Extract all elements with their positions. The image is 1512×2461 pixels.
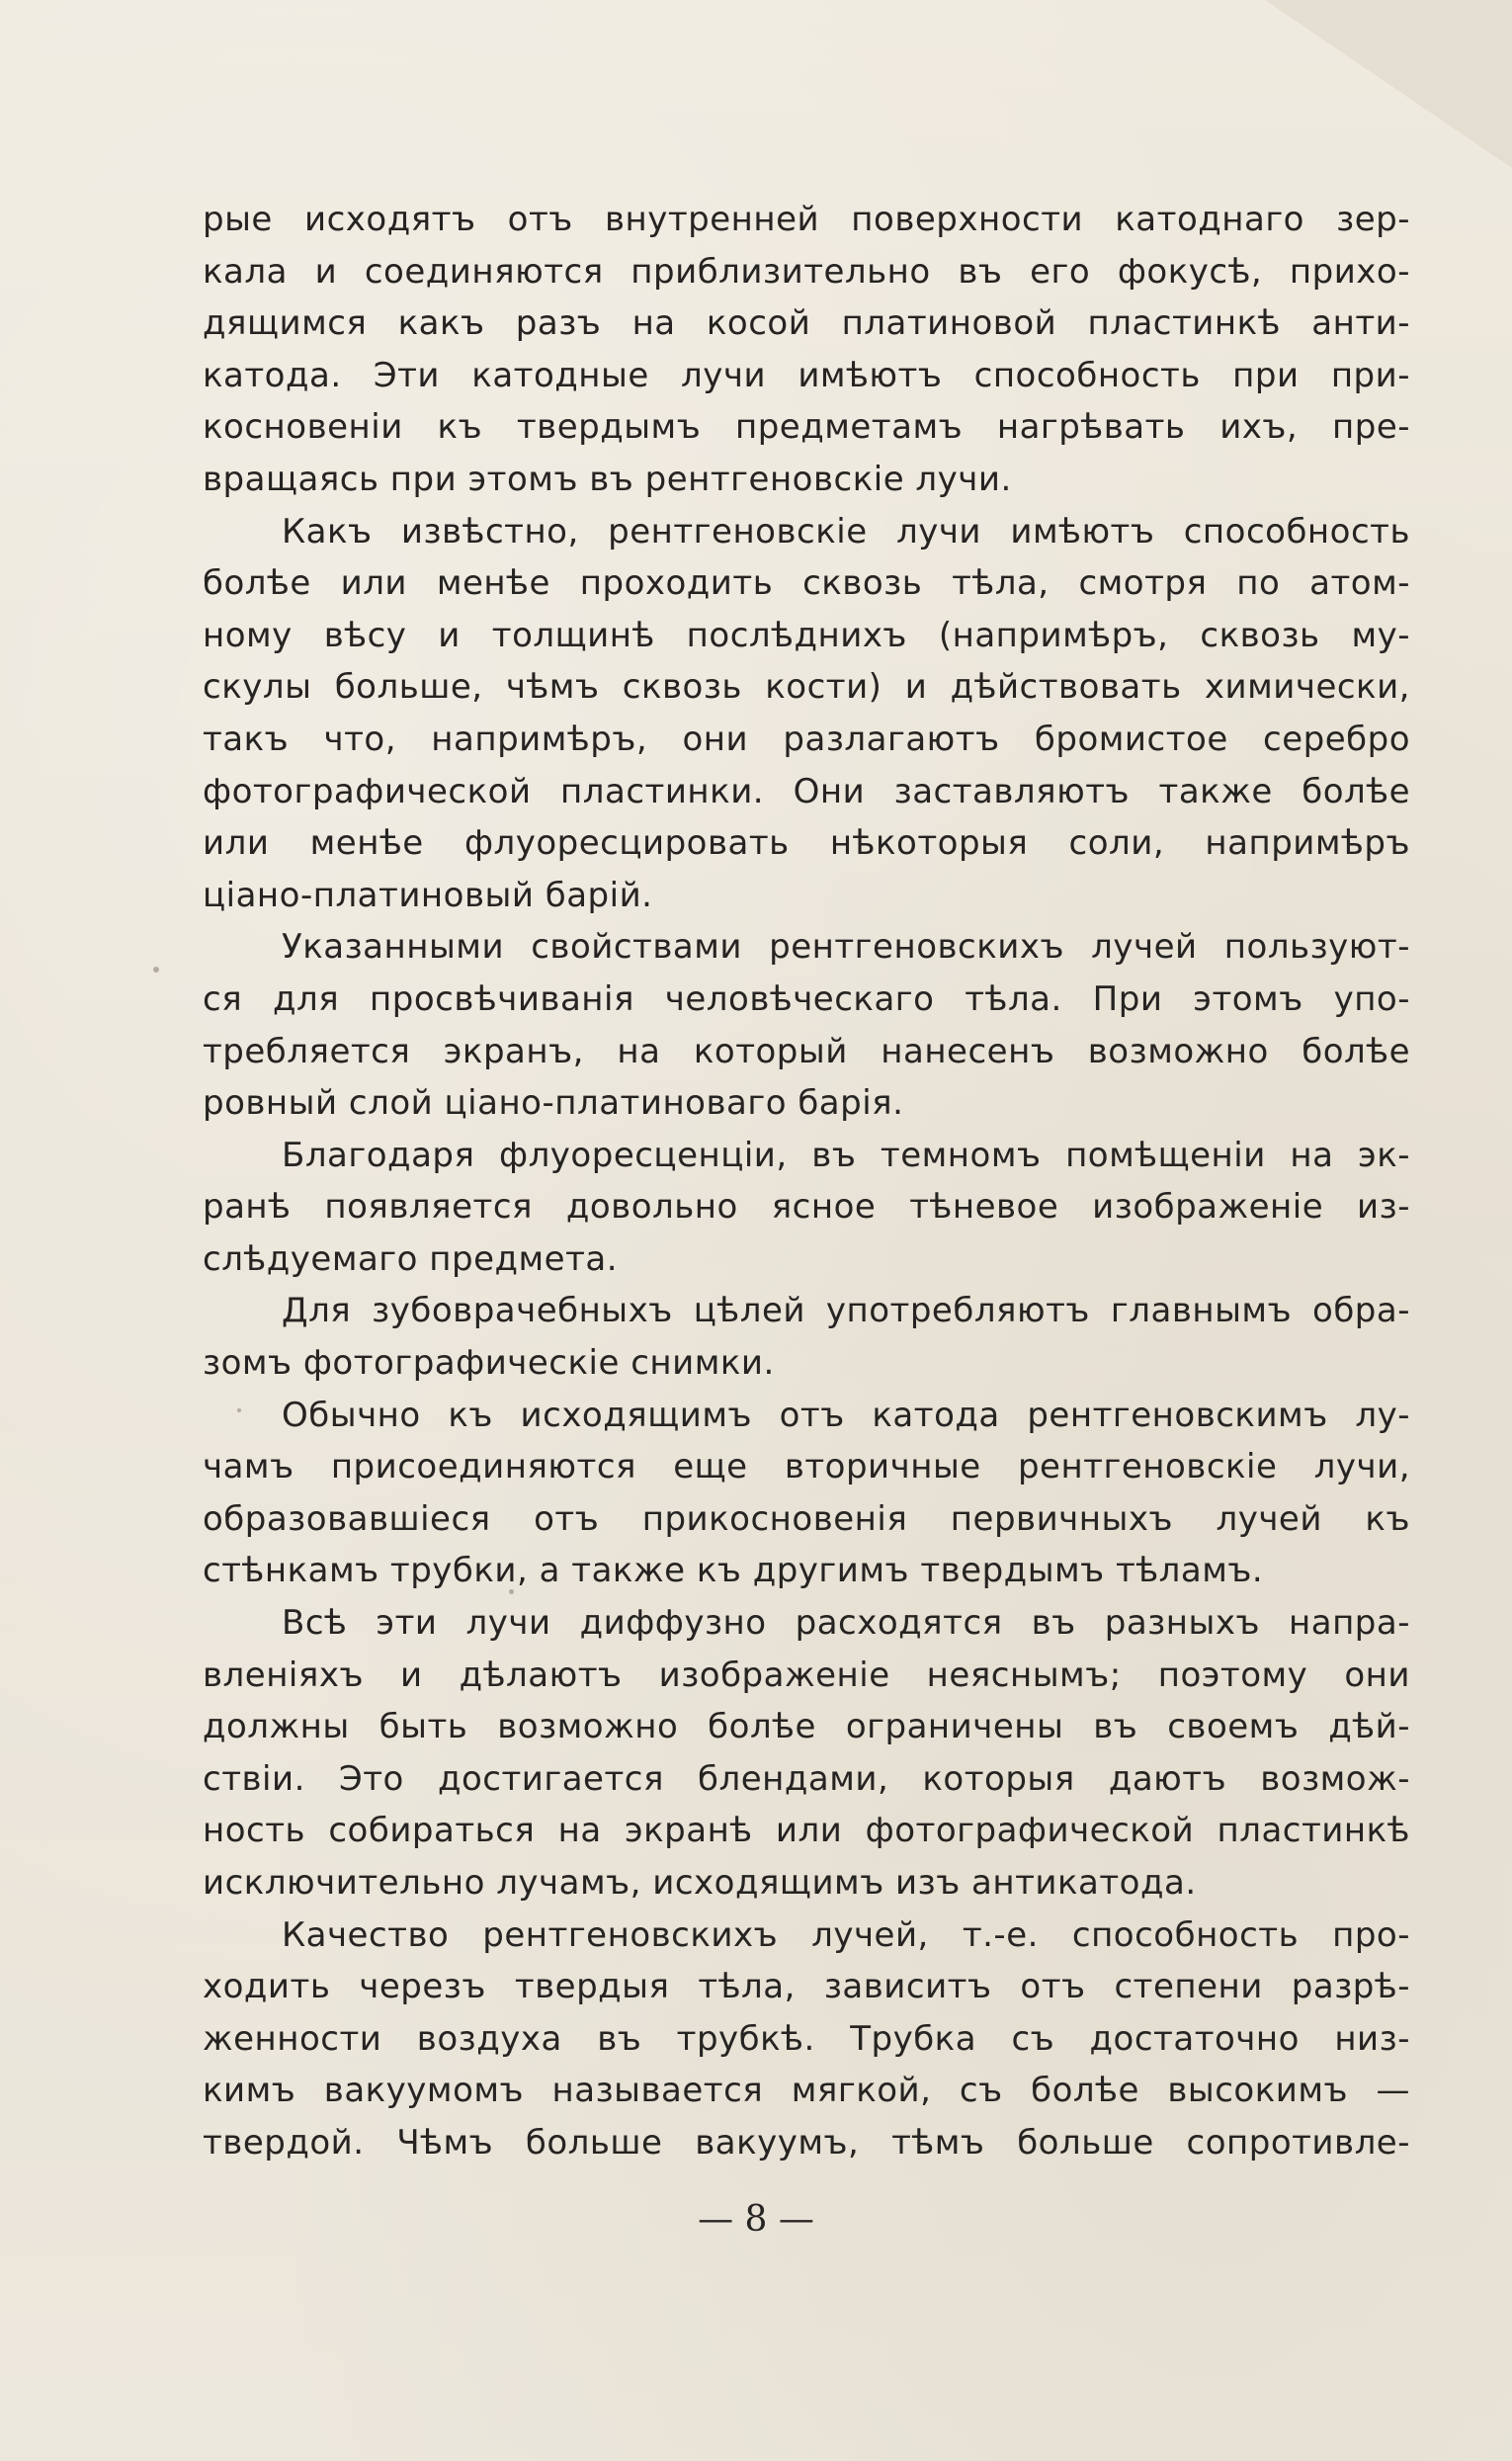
text-line: рые исходятъ отъ внутренней поверхности катоднаго зер- (203, 200, 1410, 239)
text-line: вращаясь при этомъ въ рентгеновскiе лучи. (203, 459, 1012, 499)
text-line: образовавшiеся отъ прикосновенiя первичныхъ лучей къ (203, 1498, 1410, 1539)
text-line: Качество рентгеновскихъ лучей, т.-е. способность про- (282, 1914, 1410, 1955)
text-line: цiано-платиновый барiй. (203, 875, 653, 915)
text-line: скулы больше, чѣмъ сквозь кости) и дѣйствовать химически, (203, 667, 1410, 708)
page-number: — 8 — (698, 2199, 814, 2240)
paragraph (203, 1909, 1410, 2169)
paragraph (203, 1285, 1410, 1389)
page-fold-shadow (1265, 0, 1512, 168)
text-line: слѣдуемаго предмета. (203, 1238, 619, 1279)
text-line: Для зубоврачебныхъ цѣлей употребляютъ главнымъ обра- (282, 1291, 1410, 1331)
text-line: ность собираться на экранѣ или фотографической пластинкѣ (203, 1811, 1410, 1851)
paragraph (203, 1597, 1410, 1909)
text-line: ствiи. Это достигается блендами, которыя даютъ возмож- (203, 1758, 1410, 1799)
text-line: исключительно лучамъ, исходящимъ изъ антикатода. (203, 1863, 1197, 1903)
text-line: Благодаря флуоресценцiи, въ темномъ помѣщенiи на эк- (282, 1135, 1410, 1175)
text-line: требляется экранъ, на который нанесенъ возможно болѣе (203, 1031, 1410, 1071)
text-line: твердой. Чѣмъ больше вакуумъ, тѣмъ больше сопротивле- (203, 2122, 1410, 2163)
text-line: катода. Эти катодные лучи имѣютъ способность при при- (203, 355, 1410, 395)
text-line: чамъ присоединяются еще вторичные рентгеновскiе лучи, (203, 1447, 1410, 1487)
paragraph (203, 194, 1410, 506)
text-line: ходить черезъ твердыя тѣла, зависитъ отъ степени разрѣ- (203, 1967, 1410, 2007)
text-line: дящимся какъ разъ на косой платиновой пластинкѣ анти- (203, 303, 1410, 344)
text-line: косновенiи къ твердымъ предметамъ нагрѣвать ихъ, пре- (203, 407, 1410, 448)
paragraph (203, 921, 1410, 1129)
text-line: ровный слой цiано-платиноваго барiя. (203, 1083, 904, 1124)
text-line: женности воздуха въ трубкѣ. Трубка съ достаточно низ- (203, 2018, 1410, 2059)
text-line: Какъ извѣстно, рентгеновскiе лучи имѣютъ способность (282, 511, 1410, 552)
text-line: такъ что, напримѣръ, они разлагаютъ бромистое серебро (203, 719, 1410, 759)
paragraph (203, 506, 1410, 922)
text-line: или менѣе флуоресцировать нѣкоторыя соли, напримѣръ (203, 823, 1410, 864)
text-line: должны быть возможно болѣе ограничены въ своемъ дѣй- (203, 1707, 1410, 1747)
text-line: ранѣ появляется довольно ясное тѣневое изображенiе из- (203, 1187, 1410, 1228)
text-line: стѣнкамъ трубки, а также къ другимъ твердымъ тѣламъ. (203, 1551, 1264, 1591)
text-line: фотографической пластинки. Они заставляютъ также болѣе (203, 771, 1410, 811)
text-line: ному вѣсу и толщинѣ послѣднихъ (напримѣръ, сквозь му- (203, 615, 1410, 655)
text-line: Указанными свойствами рентгеновскихъ лучей пользуют- (282, 927, 1410, 968)
text-line: зомъ фотографическiе снимки. (203, 1343, 775, 1384)
text-line: Всѣ эти лучи диффузно расходятся въ разныхъ напра- (282, 1603, 1410, 1644)
body-text (203, 194, 1410, 2169)
text-line: Обычно къ исходящимъ отъ катода рентгеновскимъ лу- (282, 1395, 1410, 1435)
paragraph (203, 1390, 1410, 1597)
text-line: кала и соединяются приблизительно въ его фокусѣ, прихо- (203, 251, 1410, 292)
text-line: вленiяхъ и дѣлаютъ изображенiе неяснымъ; поэтому они (203, 1655, 1410, 1695)
text-line: болѣе или менѣе проходить сквозь тѣла, смотря по атом- (203, 563, 1410, 604)
paragraph (203, 1130, 1410, 1286)
paper-speck (153, 967, 159, 973)
text-line: кимъ вакуумомъ называется мягкой, съ болѣе высокимъ — (203, 2071, 1410, 2111)
text-line: ся для просвѣчиванiя человѣческаго тѣла. При этомъ упо- (203, 978, 1410, 1019)
